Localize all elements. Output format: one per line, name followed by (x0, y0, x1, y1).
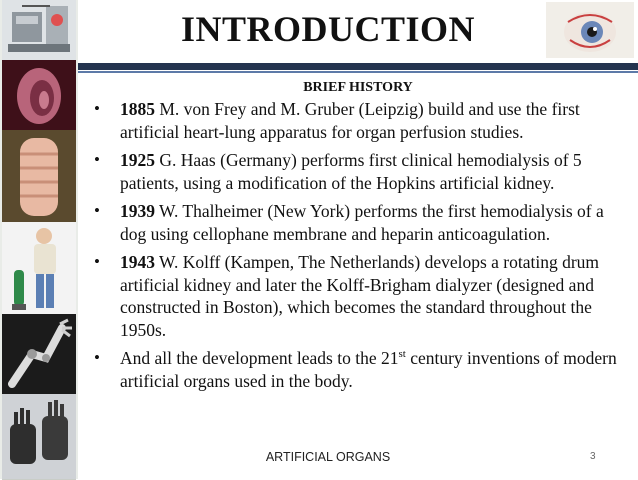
bullet-icon: • (94, 150, 100, 169)
bullet-icon: • (94, 99, 100, 118)
bullet-icon: • (94, 348, 100, 367)
header-divider-accent (78, 71, 638, 73)
slide-title: INTRODUCTION (180, 9, 476, 49)
artificial-eye-photo (546, 2, 634, 58)
bullet-icon: • (94, 201, 100, 220)
bullet-icon: • (94, 252, 100, 271)
list-item (92, 149, 626, 194)
page-number: 3 (590, 451, 596, 462)
list-item (92, 200, 626, 245)
list-item (92, 347, 626, 392)
history-list (92, 98, 626, 398)
robotic-arm-photo (2, 314, 76, 395)
event-year: 1925 (120, 150, 155, 170)
event-text: M. von Frey and M. Gruber (Leipzig) build and use the first artificial heart-lung apparatus for organ perfusion studies. (120, 99, 580, 142)
event-text: G. Haas (Germany) performs first clinical hemodialysis of 5 patients, using a modification of the Hopkins artificial kidney. (120, 150, 582, 193)
list-item (92, 251, 626, 341)
prosthetic-hands-photo (2, 394, 76, 480)
man-with-oxygen-tank-photo (2, 222, 76, 315)
section-subtitle: BRIEF HISTORY (303, 80, 413, 95)
closing-text-end: century inventions of modern artificial organs used in the body. (120, 348, 617, 391)
list-item (92, 98, 626, 143)
header-divider (78, 63, 638, 70)
apparatus-photo (2, 0, 76, 61)
event-year: 1885 (120, 99, 155, 119)
event-year: 1939 (120, 201, 155, 221)
footer-label: ARTIFICIAL ORGANS (265, 450, 391, 464)
image-strip (0, 0, 78, 479)
trachea-tissue-photo (2, 130, 76, 223)
closing-text-start: And all the development leads to the 21 (120, 348, 399, 368)
event-text: W. Kolff (Kampen, The Netherlands) develops a rotating drum artificial kidney and later the Kolff-Brigham dialyzer (designed and constructed in Boston), which becomes the standard throughout the 1950s. (120, 252, 600, 340)
slide-header (78, 0, 638, 62)
event-text: W. Thalheimer (New York) performs the first hemodialysis of a dog using cellophane membrane and heparin anticoagulation. (120, 201, 604, 244)
event-year: 1943 (120, 252, 155, 272)
artificial-ear-photo (2, 60, 76, 131)
ordinal-suffix: st (398, 348, 406, 361)
